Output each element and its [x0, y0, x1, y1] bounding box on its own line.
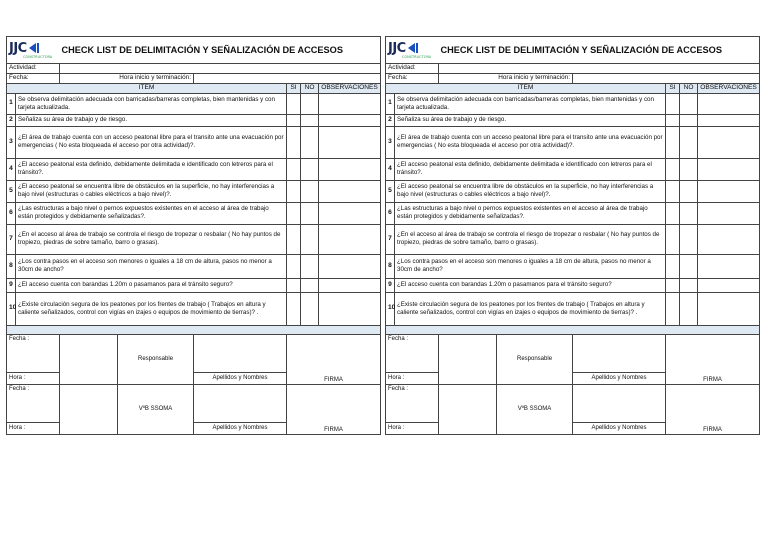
obs-cell[interactable] [698, 254, 760, 278]
item-text: ¿El área de trabajo cuenta con un acceso peatonal libre para el transito ante una evacuación por emergencias ( No esta bloqueada el acceso por otra actividad)?. [395, 126, 666, 158]
obs-cell[interactable] [319, 158, 381, 180]
no-cell[interactable] [680, 254, 698, 278]
si-cell[interactable] [666, 158, 680, 180]
no-cell[interactable] [301, 158, 319, 180]
si-cell[interactable] [666, 292, 680, 325]
sig-hora-label: Hora : [386, 372, 439, 384]
spacer-row [386, 325, 760, 334]
no-cell[interactable] [301, 254, 319, 278]
si-cell[interactable] [666, 114, 680, 126]
col-no: NO [301, 84, 319, 94]
fecha-label: Fecha: [7, 74, 60, 84]
item-text: ¿El acceso peatonal se encuentra libre de obstáculos en la superficie, no hay interferencias a bajo nivel (estructuras o cables eléctricos a bajo nivel)?. [395, 180, 666, 202]
si-cell[interactable] [287, 180, 301, 202]
si-cell[interactable] [666, 126, 680, 158]
sig-hora-label: Hora : [7, 372, 60, 384]
sig-vb-label: VºB SSOMA [497, 384, 573, 434]
col-no: NO [680, 84, 698, 94]
item-text: ¿Existe circulación segura de los peatones por los frentes de trabajo ( Trabajos en altura y caliente señalizados, control con vigías en izajes o equipos de movimiento de tierras)? . [395, 292, 666, 325]
no-cell[interactable] [301, 126, 319, 158]
item-number: 10 [386, 292, 395, 325]
actividad-label: Actividad: [7, 64, 60, 74]
item-text: Señaliza su área de trabajo y de riesgo. [16, 114, 287, 126]
checklist-sheet-left [6, 36, 380, 435]
no-cell[interactable] [301, 93, 319, 114]
item-text: Se observa delimitación adecuada con barricadas/barreras completas, bien mantenidas y con tarjeta actualizada. [395, 93, 666, 114]
no-cell[interactable] [301, 202, 319, 224]
si-cell[interactable] [287, 114, 301, 126]
sig-vb-label: VºB SSOMA [118, 384, 194, 434]
sig-apellidos-label: Apellidos y Nombres [194, 422, 287, 434]
item-text: ¿El acceso peatonal se encuentra libre de obstáculos en la superficie, no hay interferencias a bajo nivel (estructuras o cables eléctricos a bajo nivel)?. [16, 180, 287, 202]
obs-cell[interactable] [319, 93, 381, 114]
obs-cell[interactable] [698, 114, 760, 126]
sig-firma-label: FIRMA [666, 334, 760, 384]
no-cell[interactable] [680, 93, 698, 114]
no-cell[interactable] [680, 114, 698, 126]
sig-apellidos-label: Apellidos y Nombres [573, 422, 666, 434]
item-number: 6 [386, 202, 395, 224]
sig-name-field[interactable] [194, 384, 287, 422]
logo-triangle-icon [408, 43, 415, 53]
sig-name-field[interactable] [573, 384, 666, 422]
no-cell[interactable] [301, 180, 319, 202]
si-cell[interactable] [666, 93, 680, 114]
no-cell[interactable] [301, 114, 319, 126]
no-cell[interactable] [680, 180, 698, 202]
si-cell[interactable] [666, 202, 680, 224]
item-number: 7 [386, 224, 395, 254]
fecha-label: Fecha: [386, 74, 439, 84]
si-cell[interactable] [287, 202, 301, 224]
obs-cell[interactable] [319, 292, 381, 325]
item-number: 2 [386, 114, 395, 126]
obs-cell[interactable] [698, 278, 760, 292]
obs-cell[interactable] [319, 202, 381, 224]
col-item: ITEM [7, 84, 287, 94]
obs-cell[interactable] [698, 224, 760, 254]
sig-blank [439, 334, 497, 372]
sig-apellidos-label: Apellidos y Nombres [573, 372, 666, 384]
sig-firma-label: FIRMA [287, 384, 381, 434]
no-cell[interactable] [680, 158, 698, 180]
item-text: ¿Las estructuras a bajo nivel o pernos expuestos existentes en el acceso al área de trabajo están protegidos y debidamente señalizadas?. [395, 202, 666, 224]
sig-fecha-label: Fecha : [386, 334, 439, 372]
item-text: ¿Las estructuras a bajo nivel o pernos expuestos existentes en el acceso al área de trabajo están protegidos y debidamente señalizadas?. [16, 202, 287, 224]
si-cell[interactable] [666, 224, 680, 254]
no-cell[interactable] [680, 126, 698, 158]
item-number: 2 [7, 114, 16, 126]
col-si: SI [666, 84, 680, 94]
item-number: 4 [7, 158, 16, 180]
obs-cell[interactable] [319, 254, 381, 278]
item-number: 9 [386, 278, 395, 292]
obs-cell[interactable] [698, 126, 760, 158]
obs-cell[interactable] [319, 126, 381, 158]
logo-triangle-icon [29, 43, 36, 53]
sig-name-field[interactable] [573, 334, 666, 372]
item-number: 3 [386, 126, 395, 158]
obs-cell[interactable] [319, 114, 381, 126]
hora-field[interactable] [573, 74, 760, 84]
si-cell[interactable] [287, 254, 301, 278]
hora-label: Hora inicio y terminación: [60, 74, 194, 84]
item-text: ¿El acceso cuenta con barandas 1.20m o pasamanos para el tránsito seguro? [395, 278, 666, 292]
obs-cell[interactable] [698, 292, 760, 325]
si-cell[interactable] [287, 224, 301, 254]
sig-fecha-label: Fecha : [7, 384, 60, 422]
no-cell[interactable] [301, 278, 319, 292]
sig-blank [60, 384, 118, 422]
item-text: Señaliza su área de trabajo y de riesgo. [395, 114, 666, 126]
sig-apellidos-label: Apellidos y Nombres [194, 372, 287, 384]
item-text: ¿Existe circulación segura de los peatones por los frentes de trabajo ( Trabajos en altura y caliente señalizados, control con vigías en izajes o equipos de movimiento de tierras)? . [16, 292, 287, 325]
item-number: 7 [7, 224, 16, 254]
sig-blank [439, 384, 497, 422]
col-si: SI [287, 84, 301, 94]
item-number: 5 [7, 180, 16, 202]
sig-blank [60, 334, 118, 372]
col-obs: OBSERVACIONES [698, 84, 760, 94]
no-cell[interactable] [301, 224, 319, 254]
item-number: 5 [386, 180, 395, 202]
item-text: ¿En el acceso al área de trabajo se controla el riesgo de tropezar o resbalar ( No hay puntos de tropiezo, piedras de sobre tamaño, barro o grasas). [395, 224, 666, 254]
no-cell[interactable] [680, 292, 698, 325]
obs-cell[interactable] [698, 158, 760, 180]
item-number: 1 [7, 93, 16, 114]
item-number: 6 [7, 202, 16, 224]
no-cell[interactable] [680, 202, 698, 224]
item-number: 8 [386, 254, 395, 278]
sig-hora-label: Hora : [386, 422, 439, 434]
sig-blank [60, 422, 118, 434]
item-number: 3 [7, 126, 16, 158]
si-cell[interactable] [287, 126, 301, 158]
col-item: ITEM [386, 84, 666, 94]
item-text: ¿El acceso cuenta con barandas 1.20m o pasamanos para el tránsito seguro? [16, 278, 287, 292]
spacer-row [7, 325, 381, 334]
obs-cell[interactable] [698, 180, 760, 202]
document-title: CHECK LIST DE DELIMITACIÓN Y SEÑALIZACIÓN DE ACCESOS [439, 37, 760, 64]
checklist-sheet-right [385, 36, 759, 435]
obs-cell[interactable] [319, 224, 381, 254]
checklist-table [385, 36, 760, 435]
sig-firma-label: FIRMA [287, 334, 381, 384]
document-title: CHECK LIST DE DELIMITACIÓN Y SEÑALIZACIÓN DE ACCESOS [60, 37, 381, 64]
no-cell[interactable] [680, 278, 698, 292]
item-number: 8 [7, 254, 16, 278]
sig-fecha-label: Fecha : [7, 334, 60, 372]
no-cell[interactable] [301, 292, 319, 325]
item-number: 9 [7, 278, 16, 292]
sig-name-field[interactable] [194, 334, 287, 372]
sig-responsable-label: Responsable [497, 334, 573, 384]
hora-field[interactable] [194, 74, 381, 84]
item-text: ¿En el acceso al área de trabajo se controla el riesgo de tropezar o resbalar ( No hay puntos de tropiezo, piedras de sobre tamaño, barro o grasas). [16, 224, 287, 254]
si-cell[interactable] [666, 254, 680, 278]
si-cell[interactable] [287, 93, 301, 114]
obs-cell[interactable] [698, 202, 760, 224]
hora-label: Hora inicio y terminación: [439, 74, 573, 84]
obs-cell[interactable] [319, 278, 381, 292]
actividad-field[interactable] [439, 64, 760, 74]
si-cell[interactable] [287, 292, 301, 325]
checklist-table [6, 36, 381, 435]
item-text: ¿Los contra pasos en el acceso son menores o iguales a 18 cm de altura, pasos no menor a 30cm de ancho? [395, 254, 666, 278]
actividad-field[interactable] [60, 64, 381, 74]
obs-cell[interactable] [319, 180, 381, 202]
item-number: 4 [386, 158, 395, 180]
no-cell[interactable] [680, 224, 698, 254]
logo: JJC CONSTRUCTORA [386, 37, 439, 64]
logo: JJC CONSTRUCTORA [7, 37, 60, 64]
si-cell[interactable] [666, 180, 680, 202]
actividad-label: Actividad: [386, 64, 439, 74]
item-number: 10 [7, 292, 16, 325]
sig-firma-label: FIRMA [666, 384, 760, 434]
sig-blank [439, 422, 497, 434]
item-text: ¿El acceso peatonal esta definido, debidamente delimitada e identificado con letreros para el tránsito?. [395, 158, 666, 180]
item-text: ¿Los contra pasos en el acceso son menores o iguales a 18 cm de altura, pasos no menor a 30cm de ancho? [16, 254, 287, 278]
si-cell[interactable] [287, 278, 301, 292]
si-cell[interactable] [666, 278, 680, 292]
item-text: Se observa delimitación adecuada con barricadas/barreras completas, bien mantenidas y con tarjeta actualizada. [16, 93, 287, 114]
sig-fecha-label: Fecha : [386, 384, 439, 422]
sig-hora-label: Hora : [7, 422, 60, 434]
sig-responsable-label: Responsable [118, 334, 194, 384]
item-text: ¿El área de trabajo cuenta con un acceso peatonal libre para el transito ante una evacuación por emergencias ( No esta bloqueada el acceso por otra actividad)?. [16, 126, 287, 158]
sig-blank [439, 372, 497, 384]
col-obs: OBSERVACIONES [319, 84, 381, 94]
item-number: 1 [386, 93, 395, 114]
obs-cell[interactable] [698, 93, 760, 114]
si-cell[interactable] [287, 158, 301, 180]
sig-blank [60, 372, 118, 384]
item-text: ¿El acceso peatonal esta definido, debidamente delimitada e identificado con letreros para el tránsito?. [16, 158, 287, 180]
